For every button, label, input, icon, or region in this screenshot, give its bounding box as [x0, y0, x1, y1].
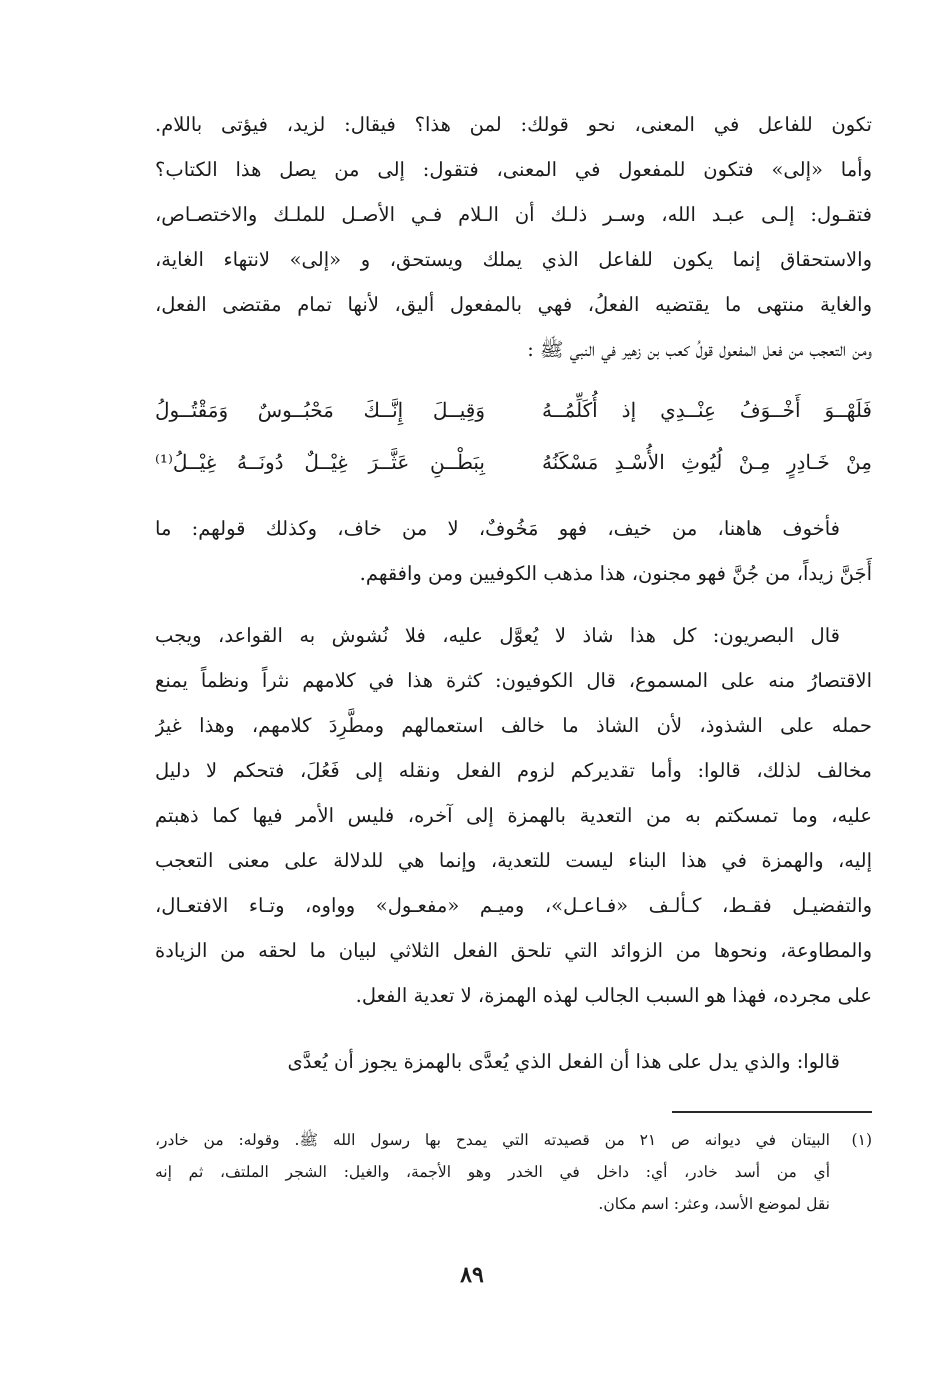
text-line: إليه، والهمزة في هذا البناء ليست للتعدية، وإنما هي للدلالة على معنى التعجب — [155, 849, 872, 872]
verse-first-hemistich: فَلَهْــوَ أَخْــوَفُ عِنْــدِي إذ أُكَلِّمُــهُ — [542, 398, 872, 422]
verse-first-hemistich: مِنْ خَـادِرٍ مِـنْ لُيُوثِ الأُسْـدِ مَسْكَنُهُ — [542, 450, 872, 474]
text-line: والاستحقاق إنما يكون للفاعل الذي يملك ويستحق، و «إلى» لانتهاء الغاية، — [155, 248, 872, 271]
footnote-line: أي من أسد خادر، أي: داخل في الخدر وهو الأجمة، والغيل: الشجر الملتف، ثم إنه — [155, 1163, 830, 1181]
text-line: الاقتصارُ منه على المسموع، قال الكوفيون: كثرة هذا في كلامهم نثراً ونظماً يمنع — [155, 669, 872, 692]
paragraph-prose-2 — [155, 506, 872, 596]
text-line: والغاية منتهى ما يقتضيه الفعلُ، فهي بالمفعول أليق، لأنها تمام مقتضى الفعل، — [155, 293, 872, 316]
text-line: ومن التعجب من فعل المفعول قولُ كعب بن زهير في النبي ﷺ : — [527, 338, 872, 361]
footnote-text — [155, 1124, 830, 1220]
paragraph-prose-4 — [155, 1039, 872, 1084]
footnote-line: نقل لموضع الأسد، وعثر: اسم مكان. — [598, 1195, 830, 1213]
text-line: والتفضيـل فقـط، كـألـف «فـاعـل»، وميـم «مفعـول» وواوه، وتـاء الافتعـال، — [155, 894, 872, 917]
paragraph-prose-3 — [155, 613, 872, 1018]
footnote-divider — [672, 1111, 872, 1113]
text-line: والمطاوعة، ونحوها من الزوائد التي تلحق الفعل الثلاثي لبيان ما لحقه من الزيادة — [155, 939, 872, 962]
footnote-number: (١) — [851, 1131, 872, 1149]
text-line: على مجرده، فهذا هو السبب الجالب لهذه الهمزة، لا تعدية الفعل. — [355, 984, 872, 1007]
footnote-line: البيتان في ديوانه ص ٢١ من قصيدته التي يمدح بها رسول الله ﷺ. وقوله: من خادر، — [155, 1131, 830, 1149]
paragraph-prose-1 — [155, 102, 872, 372]
verse-line — [155, 442, 872, 482]
verse-second-hemistich: بِبَطْــنِ عَثَّــرَ غِيْــلٌ دُونَــهُ غِيْــلُ⁽¹⁾ — [155, 450, 485, 474]
text-line: تكون للفاعل في المعنى، نحو قولك: لمن هذا؟ فيقال: لزيد، فيؤتى باللام. — [155, 113, 872, 136]
text-line: وأما «إلى» فتكون للمفعول في المعنى، فتقول: إلى من يصل هذا الكتاب؟ — [155, 158, 872, 181]
text-line: حمله على الشذوذ، لأن الشاذ ما خالف استعمالهم ومطَّرِدَ كلامهم، وهذا غيرُ — [155, 714, 872, 737]
poetry-verses — [155, 390, 872, 490]
text-line: فتقـول: إلـى عبـد الله، وسـر ذلـك أن الـلام فـي الأصـل للملـك والاختصـاص، — [155, 203, 872, 226]
verse-second-hemistich: وَقِيــلَ إِنَّــكَ مَحْبُــوسٌ وَمَقْتُــولُ — [155, 398, 485, 422]
footnote — [155, 1124, 872, 1220]
text-line: مخالف لذلك، قالوا: وأما تقديركم لزوم الفعل ونقله إلى فَعُلَ، فتحكم لا دليل — [155, 759, 872, 782]
page-number: ٨٩ — [460, 1262, 484, 1288]
text-line: قالوا: والذي يدل على هذا أن الفعل الذي يُعدَّى بالهمزة يجوز أن يُعدَّى — [287, 1050, 840, 1073]
verse-line — [155, 390, 872, 430]
text-line: فأخوف هاهنا، من خيف، فهو مَخُوفٌ، لا من خاف، وكذلك قولهم: ما — [155, 517, 840, 540]
text-line: عليه، وما تمسكتم به من التعدية بالهمزة إلى آخره، فليس الأمر فيها كما ذهبتم — [155, 804, 872, 827]
text-line: أَجَنَّ زيداً، من جُنَّ فهو مجنون، هذا مذهب الكوفيين ومن وافقهم. — [359, 562, 872, 585]
text-line: قال البصريون: كل هذا شاذ لا يُعوَّل عليه، فلا نُشوش به القواعد، ويجب — [155, 624, 840, 647]
